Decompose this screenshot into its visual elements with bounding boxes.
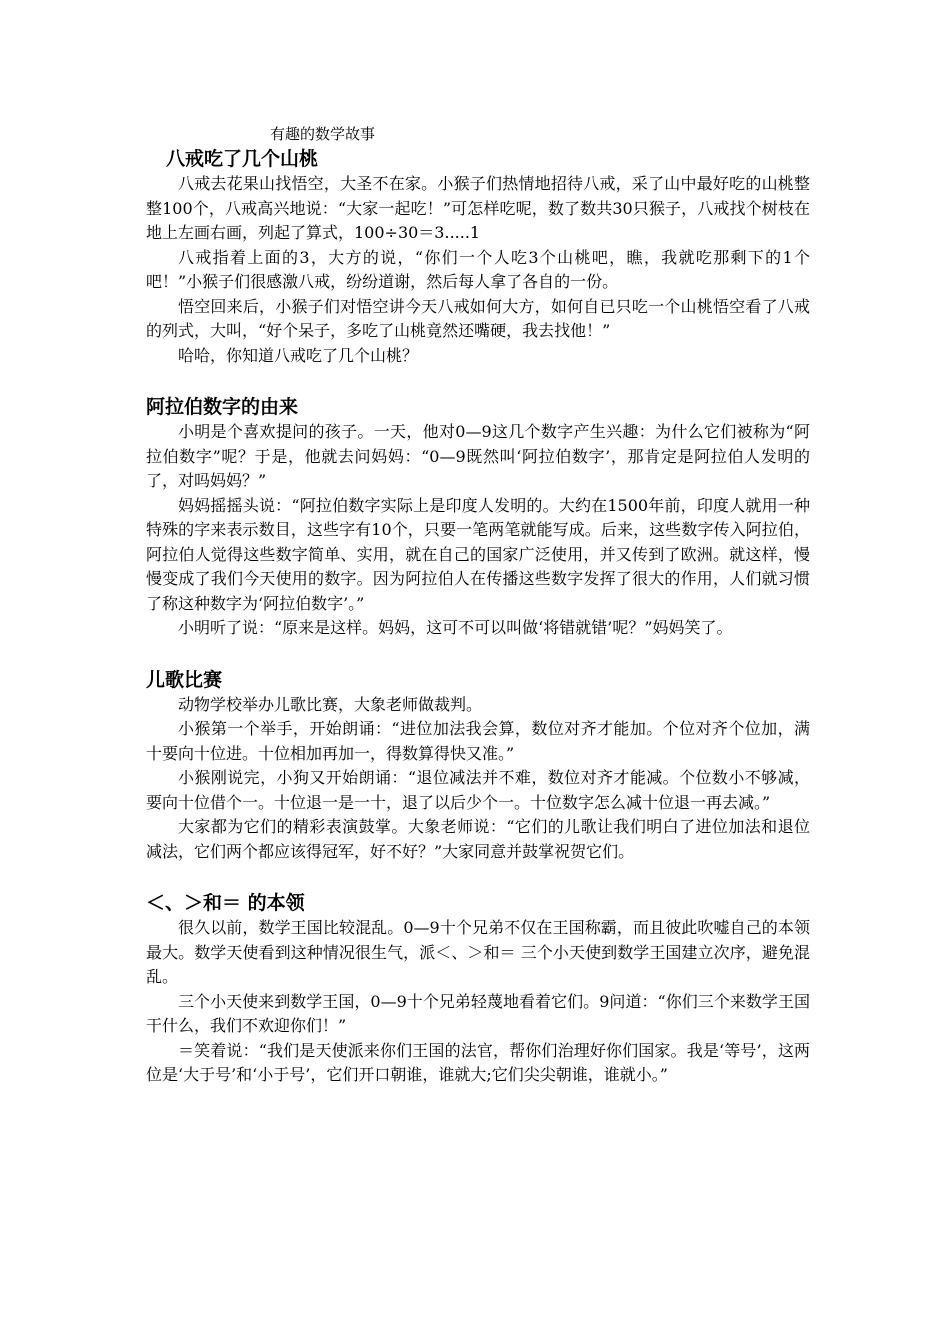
paragraph: 悟空回来后，小猴子们对悟空讲今天八戒如何大方，如何自已只吃一个山桃悟空看了八戒的列式，大叫，“好个呆子，多吃了山桃竟然还嘴硬，我去找他！” [146, 296, 810, 340]
section-arabic-numerals [146, 394, 810, 641]
paragraph: 小明听了说：“原来是这样。妈妈，这可不可以叫做‘将错就错’呢？”妈妈笑了。 [178, 618, 733, 637]
paragraph: 三个小天使来到数学王国，0—9十个兄弟轻蔑地看着它们。9问道：“你们三个来数学王国干什么，我们不欢迎你们！” [146, 991, 810, 1035]
paragraph: 八戒指着上面的3，大方的说，“你们一个人吃3个山桃吧，瞧，我就吃那剩下的1个吧！”小猴子们很感激八戒，纷纷道谢，然后每人拿了各自的一份。 [146, 247, 810, 291]
section-comparison-signs [146, 890, 810, 1088]
paragraph: 妈妈摇摇头说：“阿拉伯数字实际上是印度人发明的。大约在1500年前，印度人就用一种特殊的字来表示数目，这些字有10个，只要一笔两笔就能写成。后来，这些数字传入阿拉伯，阿拉伯人觉得这些数字简单、实用，就在自己的国家广泛使用，并又传到了欧洲。就这样，慢慢变成了我们今天使用的数字。因为阿拉伯人在传播这些数字发挥了很大的作用，人们就习惯了称这种数字为‘阿拉伯数字’。” [146, 495, 810, 613]
section-nursery-rhyme-contest [146, 667, 810, 865]
paragraph: ＝笑着说：“我们是天使派来你们王国的法官，帮你们治理好你们国家。我是‘等号’，这两位是‘大于号’和‘小于号’，它们开口朝谁，谁就大;它们尖尖朝谁，谁就小。” [146, 1040, 810, 1084]
paragraph: 小猴第一个举手，开始朗诵：“进位加法我会算，数位对齐才能加。个位对齐个位加，满十要向十位进。十位相加再加一，得数算得快又准。” [146, 719, 810, 763]
section-heading: 八戒吃了几个山桃 [166, 148, 319, 170]
paragraph: 八戒去花果山找悟空，大圣不在家。小猴子们热情地招待八戒，采了山中最好吃的山桃整整100个，八戒高兴地说：“大家一起吃！”可怎样吃呢，数了数共30只猴子，八戒找个树枝在地上左画右画，列起了算式，100÷30＝3.....1 [146, 174, 810, 242]
section-bajie-peaches [146, 146, 810, 368]
document-page [146, 124, 810, 1114]
paragraph: 很久以前，数学王国比较混乱。0—9十个兄弟不仅在王国称霸，而且彼此吹嘘自己的本领最大。数学天使看到这种情况很生气，派＜、＞和＝ 三个小天使到数学王国建立次序，避免混乱。 [146, 918, 810, 986]
paragraph: 小明是个喜欢提问的孩子。一天，他对0—9这几个数字产生兴趣：为什么它们被称为“阿拉伯数字”呢？于是，他就去问妈妈：“0—9既然叫‘阿拉伯数字’，那肯定是阿拉伯人发明的了，对吗妈妈？” [146, 422, 810, 490]
paragraph: 小猴刚说完，小狗又开始朗诵：“退位减法并不难，数位对齐才能减。个位数小不够减，要向十位借个一。十位退一是一十，退了以后少个一。十位数字怎么减十位退一再去减。” [146, 768, 810, 812]
section-heading: ＜、＞和＝ 的本领 [146, 892, 305, 914]
section-heading: 儿歌比赛 [146, 668, 223, 691]
document-title: 有趣的数学故事 [270, 125, 376, 143]
paragraph: 动物学校举办儿歌比赛，大象老师做裁判。 [178, 694, 483, 714]
section-heading: 阿拉伯数字的由来 [146, 396, 299, 418]
paragraph: 哈哈，你知道八戒吃了几个山桃？ [178, 345, 419, 365]
paragraph: 大家都为它们的精彩表演鼓掌。大象老师说：“它们的儿歌让我们明白了进位加法和退位减法，它们两个都应该得冠军，好不好？”大家同意并鼓掌祝贺它们。 [146, 817, 810, 861]
